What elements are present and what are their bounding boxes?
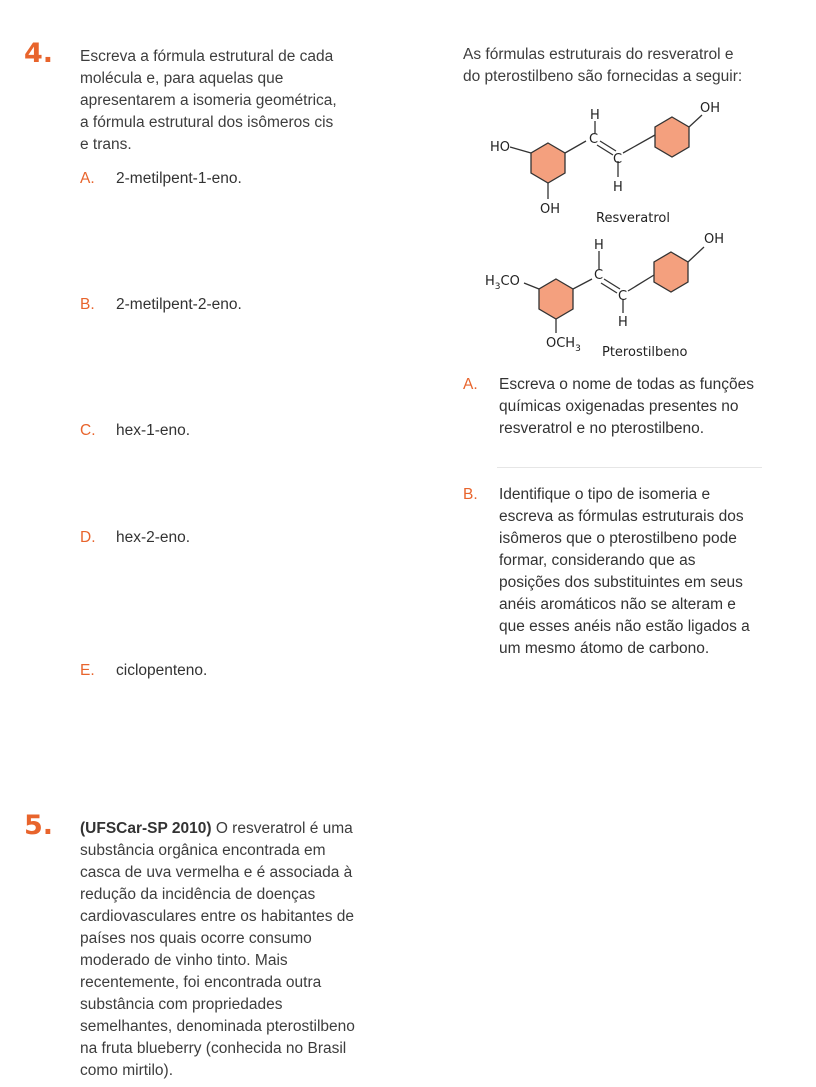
- q4-item-e-text: ciclopenteno.: [116, 662, 208, 679]
- pterostilbeno-c2: C: [618, 289, 628, 304]
- pterostilbeno-h-bottom: H: [618, 315, 628, 330]
- pterostilbeno-structure: [524, 247, 704, 333]
- pterostilbeno-och3-main: OCH: [546, 336, 576, 351]
- resveratrol-c2: C: [613, 152, 623, 167]
- pterostilbeno-h3co-h: H: [485, 274, 495, 289]
- resveratrol-ho: HO: [490, 140, 511, 155]
- q5-item-a-text: Escreva o nome de todas as funções químicas oxigenadas presentes no resveratrol e no pterostilbeno.: [499, 376, 755, 437]
- q5-item-a-letter: A.: [463, 376, 478, 393]
- question-5-intro: As fórmulas estruturais do resveratrol e do pterostilbeno são fornecidas a seguir:: [463, 46, 743, 85]
- resveratrol-structure: [510, 115, 702, 199]
- pterostilbeno-h3co-co: CO: [500, 274, 520, 289]
- q4-item-b-letter: B.: [80, 296, 95, 313]
- q4-item-a-letter: A.: [80, 170, 95, 187]
- pterostilbeno-oh-top: OH: [704, 232, 725, 247]
- resveratrol-label: Resveratrol: [596, 211, 670, 226]
- q4-item-c-text: hex-1-eno.: [116, 422, 191, 439]
- question-5-statement: [80, 818, 400, 1082]
- pterostilbeno-h3co-sub: 3: [494, 282, 501, 292]
- question-4-prompt: Escreva a fórmula estrutural de cada molécula e, para aquelas que apresentarem a isomeria geométrica, a fórmula estrutural dos isômeros cis e trans.: [80, 48, 337, 153]
- structural-formulas-figure: [460, 95, 790, 365]
- pterostilbeno-c1: C: [594, 268, 604, 283]
- resveratrol-left-ring: [531, 143, 565, 183]
- q5-item-b-letter: B.: [463, 486, 478, 503]
- resveratrol-right-ring: [655, 117, 689, 157]
- resveratrol-h-top: H: [590, 108, 600, 123]
- q4-item-d-text: hex-2-eno.: [116, 529, 191, 546]
- question-5-source: (UFSCar-SP 2010): [80, 820, 212, 837]
- pterostilbeno-h-top: H: [594, 238, 604, 253]
- resveratrol-oh-top: OH: [700, 101, 721, 116]
- q4-item-a-text: 2-metilpent-1-eno.: [116, 170, 242, 187]
- pterostilbeno-och3: [546, 336, 581, 354]
- q4-item-e-letter: E.: [80, 662, 95, 679]
- pterostilbeno-h3co: [485, 274, 520, 292]
- q4-item-b-text: 2-metilpent-2-eno.: [116, 296, 242, 313]
- q4-item-d-letter: D.: [80, 529, 96, 546]
- q5-item-a-answer-line: [497, 467, 762, 468]
- question-5-text: O resveratrol é uma substância orgânica encontrada em casca de uva vermelha e é associada à redução da incidência de doenças cardiovasculares entre os habitantes de países nos quais ocorre consumo moderado de vinho tinto. Mais recentemente, foi encontrada outra substância com propriedades semelhantes, denominada pterostilbeno na fruta blueberry (conhecida no Brasil como mirtilo).: [80, 820, 355, 1079]
- question-5-number: 5.: [24, 810, 54, 841]
- resveratrol-oh-bottom: OH: [540, 202, 561, 217]
- pterostilbeno-label: Pterostilbeno: [602, 345, 688, 360]
- q4-item-c-letter: C.: [80, 422, 96, 439]
- pterostilbeno-och3-sub: 3: [575, 344, 581, 354]
- q5-item-b-text: Identifique o tipo de isomeria e escreva as fórmulas estruturais dos isômeros que o pterostilbeno pode formar, considerando que as posições dos substituintes em seus anéis aromáticos não se alteram e que esses anéis não estão ligados a um mesmo átomo de carbono.: [499, 486, 750, 657]
- pterostilbeno-left-ring: [539, 279, 573, 319]
- resveratrol-c1: C: [589, 132, 599, 147]
- resveratrol-h-bottom: H: [613, 180, 623, 195]
- pterostilbeno-right-ring: [654, 252, 688, 292]
- question-4-number: 4.: [24, 38, 54, 69]
